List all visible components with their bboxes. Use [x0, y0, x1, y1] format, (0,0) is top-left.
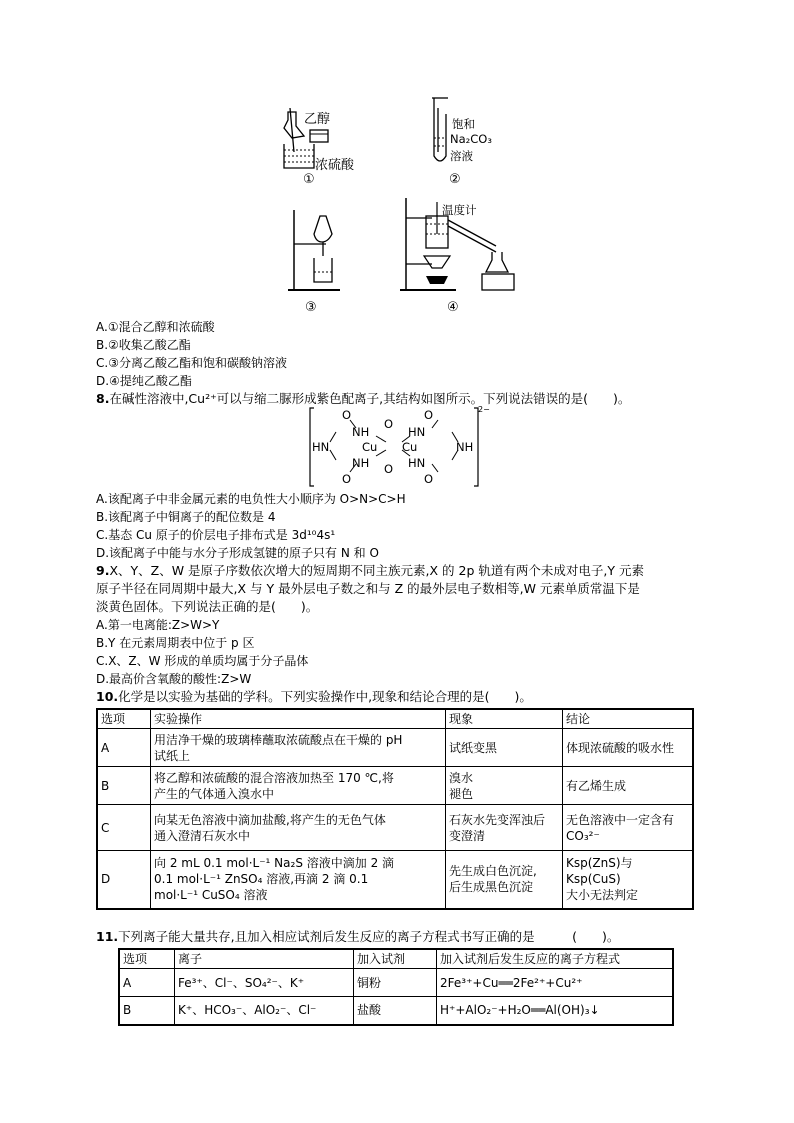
q8-atom-nh-left: NH [352, 425, 370, 439]
q10-row-d-phenomenon [446, 851, 563, 909]
q10-stem-line [96, 689, 532, 705]
q10-row-d-ph-2: 后生成黑色沉淀 [449, 880, 534, 895]
q10-row-d-con-2: 大小无法判定 [566, 888, 639, 903]
q8-number: 8. [96, 391, 110, 406]
q10-row-d-conclusion [563, 851, 694, 909]
q8-atom-cu-left: Cu [362, 440, 378, 454]
q11-header-reagent: 加入试剂 [354, 949, 437, 969]
fig2-label-1: 饱和 [452, 117, 475, 131]
fig2-label-3: 溶液 [450, 149, 473, 163]
q9-number: 9. [96, 563, 110, 578]
q10-table [96, 708, 694, 910]
fig1-number: ① [303, 172, 315, 187]
q10-row-c-ph-1: 石灰水先变浑浊后 [449, 812, 546, 827]
q8-atom-nh-far-right: NH [456, 440, 474, 454]
fig2-label-2: Na₂CO₃ [450, 132, 492, 146]
q10-row-b-phenomenon [446, 767, 563, 805]
q11-table [118, 948, 674, 1026]
q9-stem-line-2: 原子半径在同周期中最大,X 与 Y 最外层电子数之和与 Z 的最外层电子数相等,W 元素单质常温下是 [96, 581, 640, 596]
q9-stem-line-3: 淡黄色固体。下列说法正确的是( )。 [96, 599, 319, 614]
q10-row-c-op-2: 通入澄清石灰水中 [154, 828, 251, 843]
q10-row-c-op-1: 向某无色溶液中滴加盐酸,将产生的无色气体 [154, 812, 386, 827]
q10-row-a-conclusion: 体现浓硫酸的吸水性 [563, 729, 694, 767]
q8-option-a: A.该配离子中非金属元素的电负性大小顺序为 O>N>C>H [96, 492, 406, 506]
q8-atom-o-mid-top: O [384, 417, 394, 431]
q10-row-d-op-3: mol·L⁻¹ CuSO₄ 溶液 [154, 888, 268, 903]
q9-option-b: B.Y 在元素周期表中位于 p 区 [96, 636, 255, 650]
q10-stem: 化学是以实验为基础的学科。下列实验操作中,现象和结论合理的是( )。 [118, 689, 532, 704]
q7-option-b: B.②收集乙酸乙酯 [96, 338, 191, 352]
table-row [119, 997, 673, 1025]
q7-option-c: C.③分离乙酸乙酯和饱和碳酸钠溶液 [96, 356, 287, 370]
q8-charge: 2− [478, 405, 490, 414]
q10-header-option: 选项 [97, 709, 151, 729]
q9-option-d: D.最高价含氧酸的酸性:Z>W [96, 672, 252, 686]
q10-row-a-operation [151, 729, 446, 767]
q10-row-d-ph-1: 先生成白色沉淀, [449, 864, 537, 879]
q10-row-b-ph-1: 溴水 [449, 770, 474, 785]
q10-header-phenomenon: 现象 [446, 709, 563, 729]
q11-header-equation: 加入试剂后发生反应的离子方程式 [437, 949, 674, 969]
fig4-number: ④ [447, 300, 459, 315]
q8-atom-o-bottom-right: O [424, 472, 434, 486]
q10-row-c-operation [151, 805, 446, 851]
q10-header-conclusion: 结论 [563, 709, 694, 729]
table-row [97, 767, 693, 805]
q10-row-b-option: B [97, 767, 151, 805]
q11-row-a-option: A [119, 969, 175, 997]
q10-row-d-con-1: Ksp(ZnS)与 Ksp(CuS) [566, 856, 633, 887]
q10-number: 10. [96, 689, 119, 704]
fig1-acid-label: 浓硫酸 [315, 158, 355, 173]
table-row [97, 805, 693, 851]
q10-row-b-operation [151, 767, 446, 805]
q10-row-c-phenomenon [446, 805, 563, 851]
q10-row-b-op-2: 产生的气体通入溴水中 [154, 786, 275, 801]
q11-header-option: 选项 [119, 949, 175, 969]
q7-option-d: D.④提纯乙酸乙酯 [96, 374, 192, 388]
q10-row-b-op-1: 将乙醇和浓硫酸的混合溶液加热至 170 ℃,将 [154, 770, 394, 785]
q11-header-row [119, 949, 673, 969]
q9-option-c: C.X、Z、W 形成的单质均属于分子晶体 [96, 654, 309, 668]
q10-row-c-con-2: CO₃²⁻ [566, 828, 600, 843]
q9-stem-1: X、Y、Z、W 是原子序数依次增大的短周期不同主族元素,X 的 2p 轨道有两个未成对电子,Y 元素 [109, 563, 644, 578]
q10-row-a-op-1: 用洁净干燥的玻璃棒蘸取浓硫酸点在干燥的 pH [154, 732, 403, 747]
q10-row-a-option: A [97, 729, 151, 767]
q11-row-a-reagent: 铜粉 [354, 969, 437, 997]
q8-atom-cu-right: Cu [402, 440, 418, 454]
q11-number: 11. [96, 929, 119, 944]
q8-option-d: D.该配离子中能与水分子形成氢键的原子只有 N 和 O [96, 546, 379, 560]
q10-row-a-phenomenon: 试纸变黑 [446, 729, 563, 767]
fig3-number: ③ [305, 300, 317, 315]
q10-row-c-ph-2: 变澄清 [449, 828, 486, 843]
q10-row-c-con-1: 无色溶液中一定含有 [566, 812, 675, 827]
q8-atom-hn-right: HN [408, 425, 426, 439]
q11-row-a-ions: Fe³⁺、Cl⁻、SO₄²⁻、K⁺ [175, 969, 354, 997]
separatory-funnel-illustration [286, 206, 346, 298]
q10-header-operation: 实验操作 [151, 709, 446, 729]
q11-row-b-equation: H⁺+AlO₂⁻+H₂O══Al(OH)₃↓ [437, 997, 674, 1025]
q8-stem-line [96, 391, 630, 407]
fig2-number: ② [449, 172, 461, 187]
fig1-ethanol-label: 乙醇 [304, 112, 331, 127]
q9-stem-line-1 [96, 563, 644, 579]
table-row [119, 969, 673, 997]
q11-row-a-equation: 2Fe³⁺+Cu══2Fe²⁺+Cu²⁺ [437, 969, 674, 997]
q11-row-b-option: B [119, 997, 175, 1025]
q10-header-row [97, 709, 693, 729]
q8-option-b: B.该配离子中铜离子的配位数是 4 [96, 510, 276, 524]
q10-row-d-option: D [97, 851, 151, 909]
q10-row-d-op-1: 向 2 mL 0.1 mol·L⁻¹ Na₂S 溶液中滴加 2 滴 [154, 856, 395, 871]
q11-row-b-ions: K⁺、HCO₃⁻、AlO₂⁻、Cl⁻ [175, 997, 354, 1025]
table-row [97, 729, 693, 767]
q8-atom-o-top-right: O [424, 408, 434, 422]
q10-row-c-option: C [97, 805, 151, 851]
q11-header-ions: 离子 [175, 949, 354, 969]
q9-option-a: A.第一电离能:Z>W>Y [96, 618, 220, 632]
q8-atom-o-top-left: O [342, 408, 352, 422]
q8-atom-nh-left-bottom: NH [352, 456, 370, 470]
q8-stem: 在碱性溶液中,Cu²⁺可以与缩二脲形成紫色配离子,其结构如图所示。下列说法错误的是( )。 [109, 391, 631, 406]
q11-stem: 下列离子能大量共存,且加入相应试剂后发生反应的离子方程式书写正确的是 ( )。 [118, 929, 620, 944]
q11-stem-line [96, 929, 619, 945]
q8-atom-o-bottom-left: O [342, 472, 352, 486]
q7-option-a: A.①混合乙醇和浓硫酸 [96, 320, 215, 334]
q8-option-c: C.基态 Cu 原子的价层电子排布式是 3d¹⁰4s¹ [96, 528, 336, 542]
q10-row-d-op-2: 0.1 mol·L⁻¹ ZnSO₄ 溶液,再滴 2 滴 0.1 [154, 872, 369, 887]
q10-row-b-conclusion: 有乙烯生成 [563, 767, 694, 805]
q8-atom-hn-right-bottom: HN [408, 456, 426, 470]
table-row [97, 851, 693, 909]
q8-atom-hn-far-left: HN [312, 440, 330, 454]
q11-row-b-reagent: 盐酸 [354, 997, 437, 1025]
q8-atom-o-mid-bottom: O [384, 462, 394, 476]
q10-row-d-operation [151, 851, 446, 909]
figure-3-separatory-funnel [286, 206, 346, 298]
q10-row-c-conclusion [563, 805, 694, 851]
fig4-thermometer-label: 温度计 [442, 203, 477, 217]
q10-row-a-op-2: 试纸上 [154, 748, 191, 763]
q10-row-b-ph-2: 褪色 [449, 786, 474, 801]
